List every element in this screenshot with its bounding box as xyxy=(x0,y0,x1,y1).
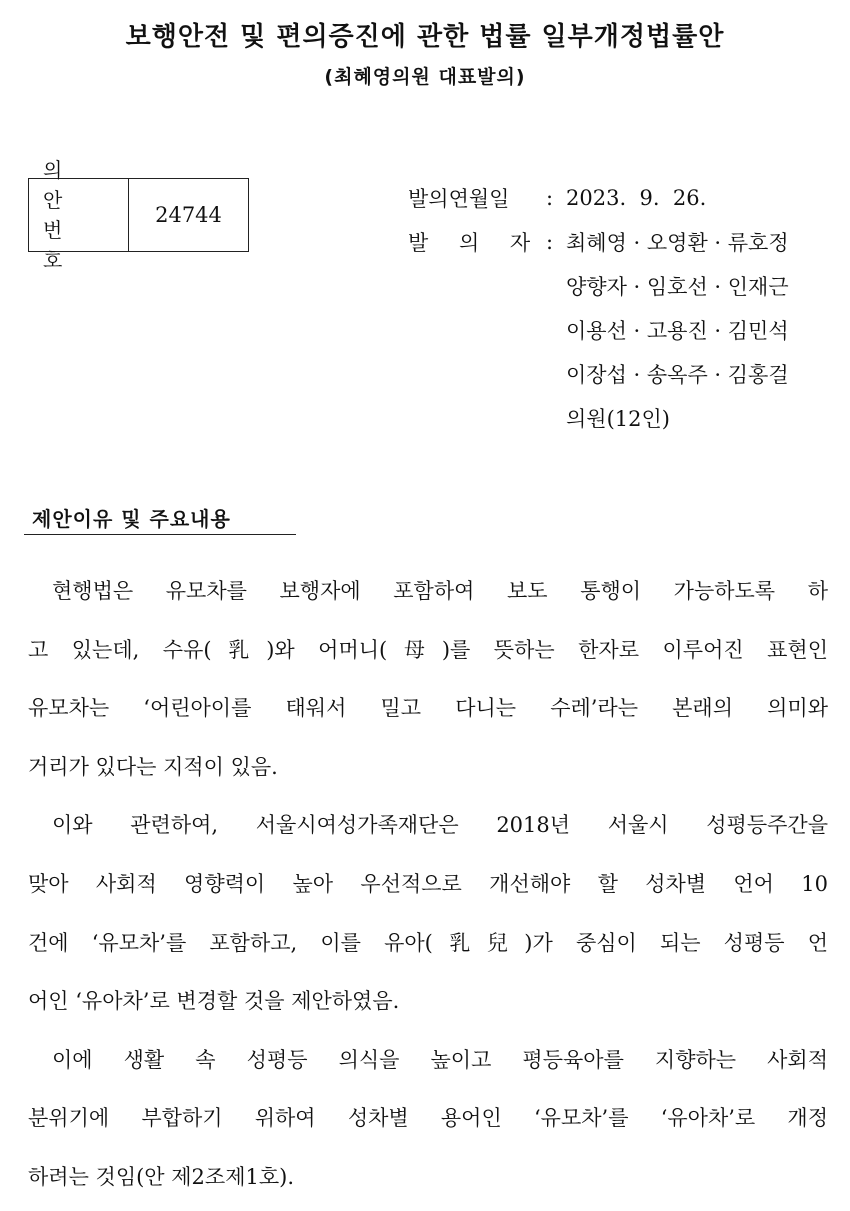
body-line: 맞아 사회적 영향력이 높아 우선적으로 개선해야 할 성차별 언어 10 xyxy=(28,871,828,896)
proposal-date-row xyxy=(408,176,838,220)
proposer-line: 이용선 · 고용진 · 김민석 xyxy=(566,319,789,343)
body-line: 이와 관련하여, 서울시여성가족재단은 2018년 서울시 성평등주간을 xyxy=(52,813,828,838)
proposal-date-label: 발의연월일 xyxy=(408,187,510,211)
proposer-row xyxy=(408,220,838,264)
bill-number-label-line2: 번 호 xyxy=(43,218,77,272)
bill-number-box xyxy=(28,158,249,272)
bill-number-label-line1: 의 안 xyxy=(43,158,77,212)
proposer-colon: : xyxy=(546,230,554,254)
body-line: 유모차는 ‘어린아이를 태워서 밀고 다니는 수레’라는 본래의 의미와 xyxy=(28,696,828,721)
body-line: 하려는 것임(안 제2조제1호). xyxy=(28,1164,294,1189)
bill-subtitle: (최혜영의원 대표발의) xyxy=(324,66,526,88)
bill-number-value: 24744 xyxy=(155,203,222,227)
reason-body xyxy=(28,566,828,1211)
section-heading: 제안이유 및 주요내용 xyxy=(32,507,231,531)
body-line: 분위기에 부합하기 위하여 성차별 용어인 ‘유모차’를 ‘유아차’로 개정 xyxy=(28,1106,828,1131)
proposer-line: 이장섭 · 송옥주 · 김홍걸 xyxy=(566,363,789,387)
proposal-date-colon: : xyxy=(546,186,554,210)
bill-meta xyxy=(408,176,838,440)
proposer-label: 발 의 자 xyxy=(408,231,543,255)
bill-number-label xyxy=(29,158,129,272)
body-line: 이에 생활 속 성평등 의식을 높이고 평등육아를 지향하는 사회적 xyxy=(52,1047,828,1072)
proposer-count: 의원(12인) xyxy=(566,407,670,431)
proposer-line: 최혜영 · 오영환 · 류호정 xyxy=(566,231,789,255)
body-line: 어인 ‘유아차’로 변경할 것을 제안하였음. xyxy=(28,989,400,1014)
body-line: 현행법은 유모차를 보행자에 포함하여 보도 통행이 가능하도록 하 xyxy=(52,579,828,603)
proposer-line: 양향자 · 임호선 · 인재근 xyxy=(566,275,789,299)
body-line: 고 있는데, 수유(乳)와 어머니(母)를 뜻하는 한자로 이루어진 표현인 xyxy=(28,637,828,662)
proposal-date-value: 2023. 9. 26. xyxy=(566,186,707,210)
body-line: 건에 ‘유모차’를 포함하고, 이를 유아(乳兒)가 중심이 되는 성평등 언 xyxy=(28,930,828,955)
section-heading-underline xyxy=(24,534,296,535)
bill-title: 보행안전 및 편의증진에 관한 법률 일부개정법률안 xyxy=(125,22,725,52)
body-line: 거리가 있다는 지적이 있음. xyxy=(28,754,278,779)
